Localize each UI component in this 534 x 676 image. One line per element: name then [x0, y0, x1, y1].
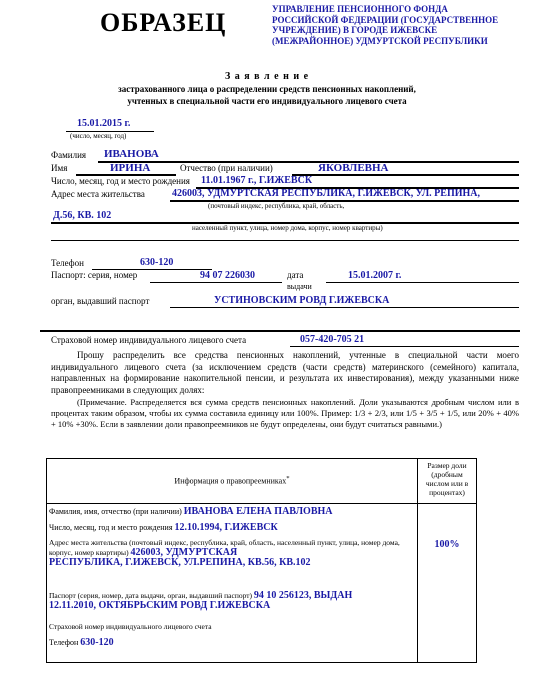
surname-value: ИВАНОВА [104, 148, 159, 160]
note-paragraph: (Примечание. Распределяется вся сумма средств пенсионных накоплений. Доли указываются дробным числом или в процентах таким образом, чтобы их сумма составила единицу или 100%. Пример: 1/3 + 2/3, или 1/5 + 3/5 + 1/5, или 20% + 40% + 10% +30%. Если в заявлении доли правопреемников не будут определены, они будут считаться равными.) [51, 397, 519, 429]
successor-passport-part-2: 12.11.2010, ОКТЯБРЬСКИМ РОВД Г.ИЖЕВСКА [49, 600, 271, 611]
successor-passport [49, 591, 415, 611]
patronymic-value: ЯКОВЛЕВНА [318, 162, 389, 174]
table-column-divider [417, 459, 418, 662]
address-caption-1: (почтовый индекс, республика, край, область, [208, 202, 345, 210]
successor-address [49, 538, 415, 568]
authority-line-2: РОССИЙСКОЙ ФЕДЕРАЦИИ (ГОСУДАРСТВЕННОЕ [272, 14, 499, 25]
successor-address-part-2: РЕСПУБЛИКА, Г.ИЖЕВСК, УЛ.РЕПИНА, КВ.56, КВ.102 [49, 557, 311, 568]
authority-line-1: УПРАВЛЕНИЕ ПЕНСИОННОГО ФОНДА [272, 4, 448, 14]
name-label: Имя [51, 163, 68, 173]
insurance-underline [290, 346, 519, 347]
address-underline-3 [51, 240, 519, 241]
birth-label: Число, месяц, год и место рождения [51, 176, 190, 186]
phone-label: Телефон [51, 258, 84, 268]
document-subtitle-2: учтенных в специальной части его индивидуального лицевого счета [127, 96, 407, 106]
issue-date-value: 15.01.2007 г. [348, 270, 402, 281]
document-subtitle-1: застрахованного лица о распределении средств пенсионных накоплений, [118, 84, 416, 94]
successors-table [46, 458, 477, 663]
successor-fio-label [49, 506, 333, 517]
successor-phone-label: Телефон [49, 638, 79, 647]
successor-birth-value: 12.10.1994, Г.ИЖЕВСК [174, 522, 278, 533]
surname-underline [98, 161, 519, 163]
insurance-value: 057-420-705 21 [300, 334, 365, 345]
table-header-right: Размер доли (дробным числом или в процентах) [425, 461, 469, 497]
issuer-underline [170, 307, 519, 308]
successor-fio-label-text: Фамилия, имя, отчество (при наличии) [49, 507, 182, 516]
successor-share-value: 100% [434, 539, 460, 550]
sample-stamp: ОБРАЗЕЦ [100, 8, 227, 37]
authority-line-3: УЧРЕЖДЕНИЕ) В ГОРОДЕ ИЖЕВСКЕ [272, 25, 438, 35]
successor-phone [49, 637, 114, 648]
successor-passport-label: Паспорт (серия, номер, дата выдачи, орган, выдавший паспорт) [49, 591, 253, 600]
request-paragraph: Прошу распределить все средства пенсионных накоплений, учтенные в специальной части моего индивидуального лицевого счета (за исключением средств (части средств) материнского (семейного) капитала, направленных на формирование накопительной пенсии, и результата их инвестирования), между указанными ниже правопреемниками в следующих долях: [51, 350, 519, 395]
issue-date-label: дата [287, 270, 304, 280]
successor-address-label: Адрес места жительства (почтовый индекс, республика, край, область, населенный пункт, улица, номер дома, корпус, номер квартиры) [49, 538, 400, 557]
birth-value: 11.01.1967 г., Г.ИЖЕВСК [201, 175, 313, 186]
insurance-top-rule [40, 330, 520, 332]
authority-line-4: (МЕЖРАЙОННОЕ) УДМУРТСКОЙ РЕСПУБЛИКИ [272, 35, 488, 46]
name-value: ИРИНА [110, 162, 151, 174]
phone-value: 630-120 [140, 257, 174, 268]
table-header-left-text: Информация о правопреемниках [174, 476, 287, 486]
surname-label: Фамилия [51, 150, 87, 160]
issuer-label: орган, выдавший паспорт [51, 296, 150, 306]
successor-fio-value: ИВАНОВА ЕЛЕНА ПАВЛОВНА [183, 506, 333, 517]
passport-label: Паспорт: серия, номер [51, 270, 138, 280]
passport-underline [150, 282, 282, 283]
insurance-label: Страховой номер индивидуального лицевого счета [51, 335, 247, 345]
successor-phone-value: 630-120 [80, 637, 114, 648]
address-line-1: 426003, УДМУРТСКАЯ РЕСПУБЛИКА, Г.ИЖЕВСК, УЛ. РЕПИНА, [172, 188, 481, 199]
successor-passport-part-1: 94 10 256123, ВЫДАН [253, 590, 353, 601]
successor-birth-label-text: Число, месяц, год и место рождения [49, 523, 173, 532]
successor-address-part-1: 426003, УДМУРТСКАЯ [130, 547, 238, 558]
authority-name [272, 4, 498, 46]
passport-value: 94 07 226030 [200, 270, 255, 281]
issuer-value: УСТИНОВСКИМ РОВД Г.ИЖЕВСКА [214, 295, 390, 306]
date-caption: (число, месяц, год) [70, 132, 127, 140]
patronymic-label: Отчество (при наличии) [180, 163, 273, 173]
successor-birth-label [49, 522, 278, 533]
application-date: 15.01.2015 г. [77, 118, 131, 129]
issue-date-label-2: выдачи [287, 282, 312, 291]
address-caption-2: населенный пункт, улица, номер дома, корпус, номер квартиры) [192, 224, 383, 232]
issue-date-underline [326, 282, 519, 283]
address-label: Адрес места жительства [51, 189, 145, 199]
address-line-2: Д.56, КВ. 102 [53, 210, 112, 221]
table-header-divider [47, 503, 476, 504]
patronymic-underline [292, 174, 519, 176]
document-title: З а я в л е н и е [224, 71, 310, 82]
table-header-left: Информация о правопреемниках* [174, 475, 290, 486]
successor-insurance-label: Страховой номер индивидуального лицевого счета [49, 622, 212, 631]
